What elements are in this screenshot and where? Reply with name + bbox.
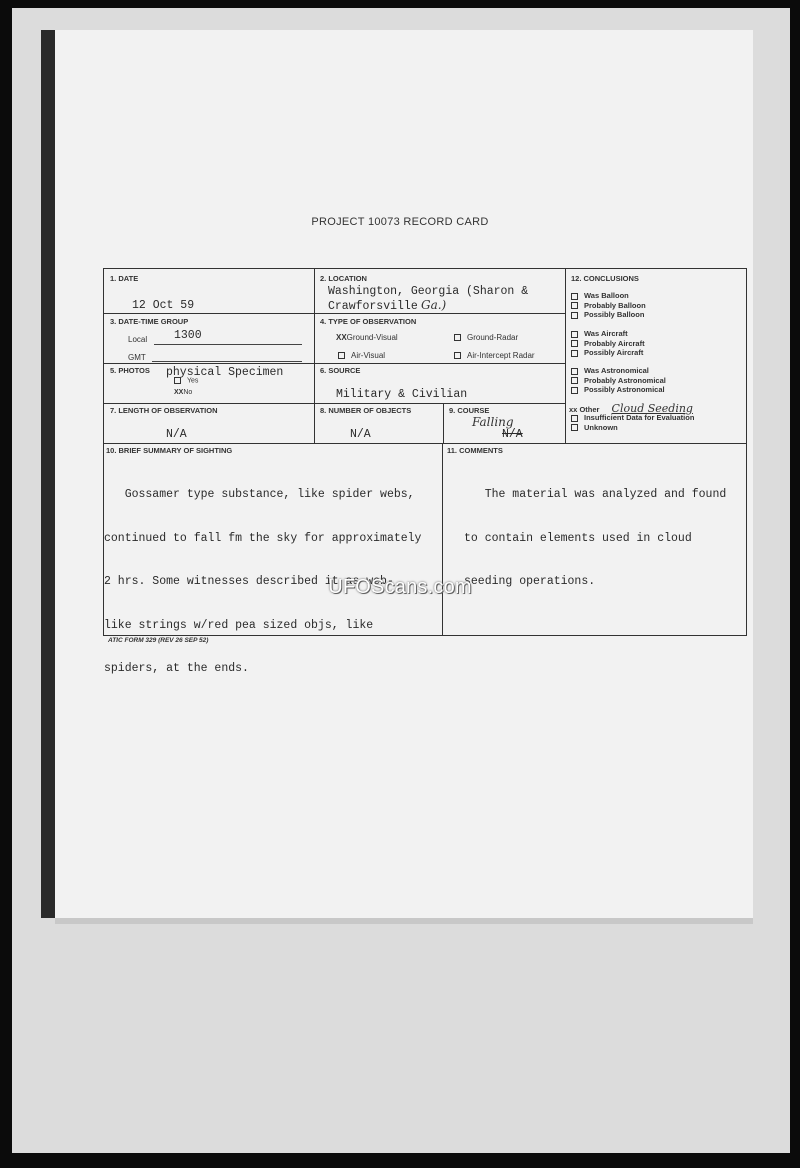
length-value: N/A	[166, 428, 187, 441]
source-value: Military & Civilian	[336, 388, 468, 401]
xx-mark: xx	[569, 405, 578, 414]
divider	[443, 403, 444, 443]
ground-visual-option	[336, 333, 398, 342]
checkbox-icon	[174, 377, 181, 384]
checkbox-icon	[571, 350, 578, 357]
checkbox-icon	[338, 352, 345, 359]
conclusion-text: Possibly Aircraft	[584, 348, 644, 357]
checkbox-icon	[571, 387, 578, 394]
conclusion-item	[571, 291, 646, 301]
conclusions-group-astronomical	[571, 366, 666, 395]
ground-radar-option	[454, 333, 518, 342]
conclusion-item	[571, 301, 646, 311]
comments-label: 11. COMMENTS	[447, 446, 503, 455]
conclusion-item	[571, 413, 694, 423]
summary-line: Gossamer type substance, like spider webs,	[104, 488, 415, 501]
summary-line: 2 hrs. Some witnesses described it as web-	[104, 575, 394, 588]
ground-radar-text: Ground-Radar	[467, 333, 519, 342]
length-label: 7. LENGTH OF OBSERVATION	[110, 406, 218, 415]
summary-line: continued to fall fm the sky for approximately	[104, 531, 422, 545]
location-line1: Washington, Georgia (Sharon &	[328, 285, 529, 298]
other-label: Other	[579, 405, 600, 414]
local-underline	[154, 344, 302, 345]
divider	[104, 403, 565, 404]
objects-label: 8. NUMBER OF OBJECTS	[320, 406, 412, 415]
location-handwritten: Ga.)	[421, 298, 447, 312]
form-id: ATIC FORM 329 (REV 26 SEP 52)	[108, 637, 209, 644]
divider	[104, 363, 565, 364]
conclusion-item	[571, 310, 646, 320]
conclusion-text: Was Balloon	[584, 291, 629, 300]
dtg-label: 3. DATE-TIME GROUP	[110, 317, 189, 326]
xx-mark: XX	[174, 389, 184, 396]
photos-no	[174, 389, 192, 396]
air-intercept-text: Air-Intercept Radar	[467, 351, 535, 360]
source-label: 6. SOURCE	[320, 366, 361, 375]
conclusion-text: Was Aircraft	[584, 329, 628, 338]
photos-value: physical Specimen	[166, 366, 284, 379]
conclusion-text: Probably Balloon	[584, 300, 646, 310]
air-visual-option	[338, 351, 385, 360]
xx-mark: XX	[336, 333, 347, 342]
conclusion-item	[571, 423, 694, 433]
photos-yes	[174, 377, 198, 384]
summary-line: spiders, at the ends.	[104, 662, 249, 675]
conclusions-group-aircraft	[571, 329, 645, 358]
divider	[314, 269, 315, 443]
date-label: 1. DATE	[110, 274, 139, 283]
comments-line: to contain elements used in cloud	[464, 531, 692, 545]
local-label: Local	[128, 335, 148, 344]
checkbox-icon	[571, 368, 578, 375]
summary-line: like strings w/red pea sized objs, like	[104, 618, 374, 632]
photos-no-text: No	[183, 389, 193, 396]
checkbox-icon	[571, 424, 578, 431]
type-label: 4. TYPE OF OBSERVATION	[320, 317, 417, 326]
conclusion-item	[571, 376, 666, 386]
conclusion-text: Insufficient Data for Evaluation	[584, 413, 695, 422]
conclusion-item	[571, 339, 645, 349]
conclusion-text: Possibly Balloon	[584, 310, 645, 319]
card-title: PROJECT 10073 RECORD CARD	[311, 216, 489, 228]
divider	[565, 269, 566, 443]
checkbox-icon	[571, 331, 578, 338]
watermark: UFOScans.com	[328, 576, 472, 598]
checkbox-icon	[571, 302, 578, 309]
checkbox-icon	[571, 415, 578, 422]
objects-value: N/A	[350, 428, 371, 441]
checkbox-icon	[571, 293, 578, 300]
air-visual-text: Air-Visual	[351, 351, 386, 360]
conclusion-text: Probably Astronomical	[584, 375, 666, 385]
conclusion-item	[571, 329, 645, 339]
checkbox-icon	[571, 312, 578, 319]
divider	[104, 313, 565, 314]
gmt-label: GMT	[128, 353, 146, 362]
photos-label: 5. PHOTOS	[110, 366, 150, 375]
course-handwritten: Falling	[472, 415, 514, 429]
other-value: Cloud Seeding	[611, 402, 693, 415]
summary-label: 10. BRIEF SUMMARY OF SIGHTING	[106, 446, 233, 455]
local-value: 1300	[174, 329, 202, 342]
conclusion-item	[571, 385, 666, 395]
divider	[442, 443, 443, 635]
gmt-underline	[152, 361, 302, 362]
air-intercept-option	[454, 351, 535, 360]
conclusion-item	[571, 366, 666, 376]
ground-visual-text: Ground-Visual	[346, 333, 398, 342]
conclusion-item	[571, 348, 645, 358]
conclusions-label: 12. CONCLUSIONS	[571, 274, 639, 283]
checkbox-icon	[571, 340, 578, 347]
photos-yes-text: Yes	[187, 377, 199, 385]
checkbox-icon	[454, 352, 461, 359]
checkbox-icon	[571, 377, 578, 384]
comments-line: The material was analyzed and found	[464, 488, 727, 501]
conclusion-text: Possibly Astronomical	[584, 385, 665, 394]
course-label: 9. COURSE	[449, 406, 490, 415]
conclusion-text: Unknown	[584, 422, 618, 432]
divider	[104, 443, 746, 444]
date-value: 12 Oct 59	[132, 299, 195, 312]
course-value: N/A	[502, 428, 523, 441]
checkbox-icon	[454, 334, 461, 341]
conclusions-group-balloon	[571, 291, 646, 320]
comments-line: seeding operations.	[464, 575, 596, 588]
location-label: 2. LOCATION	[320, 274, 367, 283]
conclusion-text: Was Astronomical	[584, 366, 649, 375]
location-line2: Crawforsville	[328, 300, 418, 313]
conclusions-group-other	[571, 413, 694, 432]
conclusion-text: Probably Aircraft	[584, 338, 645, 348]
